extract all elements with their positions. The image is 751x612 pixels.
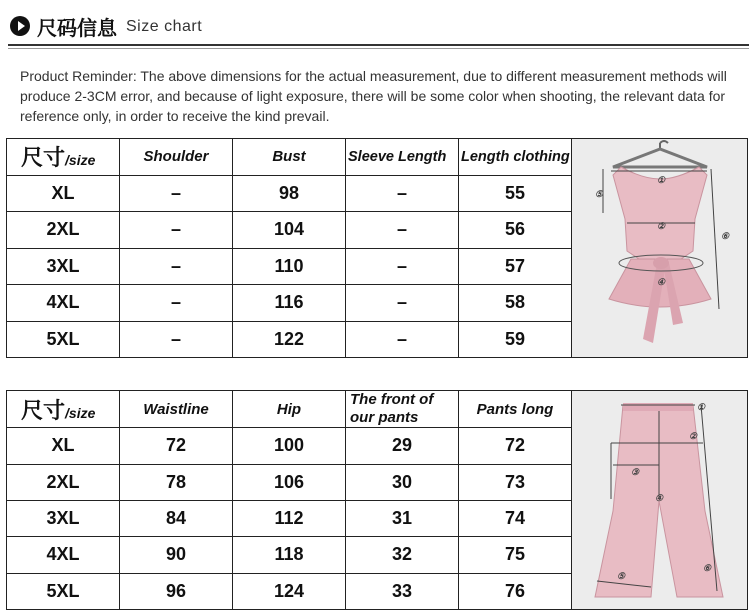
marker-1: ①	[696, 402, 705, 412]
marker-5: ⑤	[594, 189, 603, 199]
col-shoulder: Shoulder	[120, 139, 233, 176]
col-front-of-pants: The front of our pants	[346, 391, 459, 428]
top-size-table	[6, 138, 748, 358]
bottom-garment-image	[572, 391, 748, 610]
col-length-clothing: Length clothing	[459, 139, 572, 176]
col-sleeve-length: Sleeve Length	[346, 139, 459, 176]
header-title-cn: 尺码信息	[37, 16, 117, 40]
table-row: XL 72 100 29 72	[7, 428, 748, 464]
marker-5: ⑤	[616, 571, 625, 581]
bottom-size-table	[6, 390, 748, 610]
table-row: 4XL – 116 – 58	[7, 285, 748, 322]
wide-leg-pants-illustration	[573, 391, 747, 605]
marker-4: ④	[656, 277, 665, 287]
marker-3: ③	[630, 467, 639, 477]
table-header-row	[7, 139, 748, 176]
header-title-en: Size chart	[126, 18, 203, 35]
size-header: 尺寸/size	[7, 139, 120, 176]
header-divider-thin	[8, 48, 749, 49]
table-row: 5XL – 122 – 59	[7, 321, 748, 358]
table-row: 2XL 78 106 30 73	[7, 464, 748, 500]
table-row: 2XL – 104 – 56	[7, 212, 748, 249]
header-divider	[8, 44, 749, 46]
sleeveless-top-illustration	[573, 139, 747, 353]
marker-2: ②	[688, 431, 697, 441]
play-circle-icon	[10, 16, 30, 36]
size-header: 尺寸/size	[7, 391, 120, 428]
table-row: 3XL 84 112 31 74	[7, 500, 748, 536]
top-garment-image	[572, 139, 748, 358]
section-header	[0, 0, 751, 50]
table-row: 3XL – 110 – 57	[7, 248, 748, 285]
table-row: 5XL 96 124 33 76	[7, 573, 748, 609]
marker-4: ④	[654, 493, 663, 503]
col-pants-long: Pants long	[459, 391, 572, 428]
col-hip: Hip	[233, 391, 346, 428]
col-waistline: Waistline	[120, 391, 233, 428]
col-bust: Bust	[233, 139, 346, 176]
table-row: 4XL 90 118 32 75	[7, 537, 748, 573]
marker-2: ②	[656, 221, 665, 231]
marker-6: ⑥	[720, 231, 729, 241]
product-reminder: Product Reminder: The above dimensions for the actual measurement, due to different measurement methods will produce 2-3CM error, and because of light exposure, there will be some color when shooting, the relevant data for reference only, in order to receive the kind prevail.	[20, 68, 727, 124]
marker-6: ⑥	[702, 563, 711, 573]
table-row: XL – 98 – 55	[7, 175, 748, 212]
marker-1: ①	[656, 175, 665, 185]
table-header-row	[7, 391, 748, 428]
